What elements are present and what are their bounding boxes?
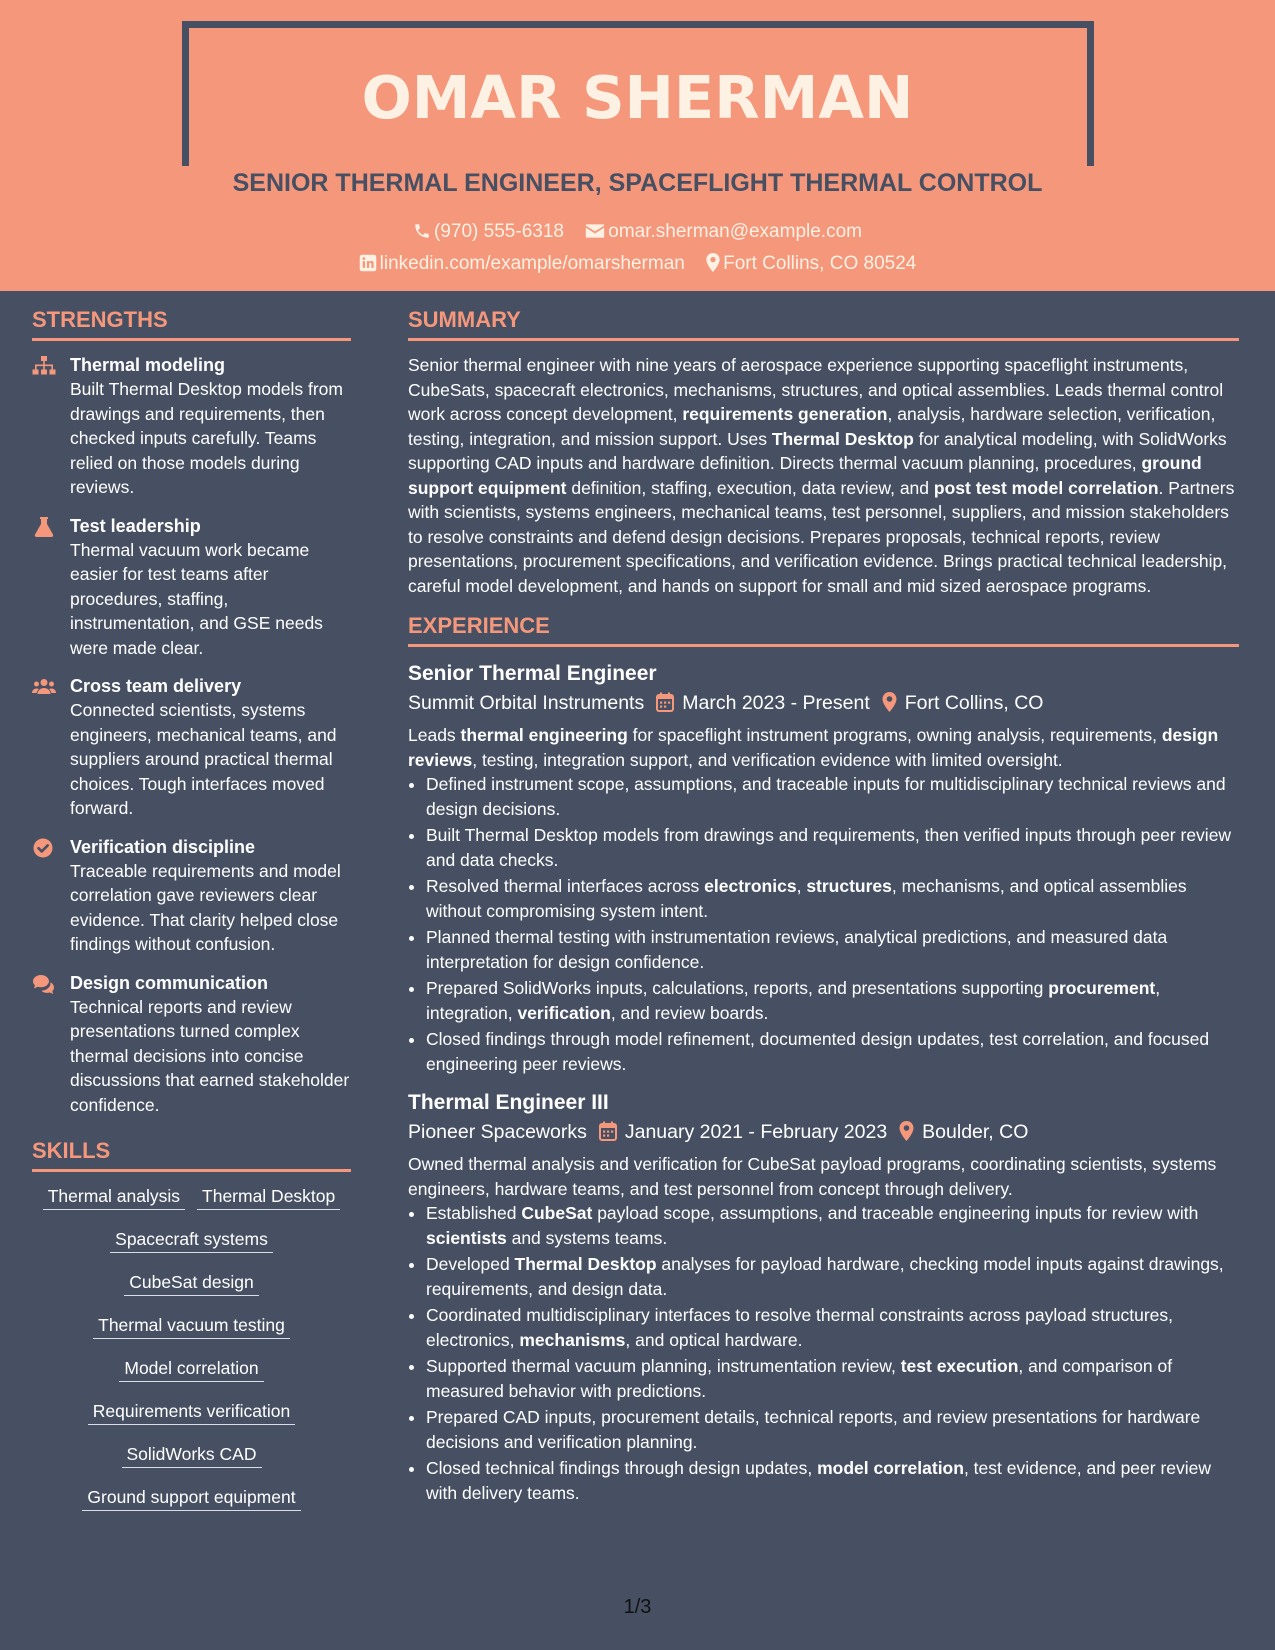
strengths-heading: STRENGTHS <box>32 306 351 341</box>
text-run: Built Thermal Desktop models from drawings and requirements, then verified inputs through peer review and data checks. <box>426 825 1232 870</box>
header-band <box>0 0 1275 291</box>
text-run: , test evidence, and peer review with delivery teams. <box>426 1458 1212 1503</box>
location-contact <box>706 251 916 277</box>
job-title: Thermal Engineer III <box>408 1091 609 1114</box>
job-location <box>882 689 1044 717</box>
skill-row <box>32 1399 351 1425</box>
skill-tag: Thermal analysis <box>43 1184 185 1210</box>
check-circle-icon <box>32 838 56 858</box>
bullet-item <box>426 925 1239 974</box>
skill-row <box>32 1270 351 1296</box>
skill-tag: Ground support equipment <box>82 1485 300 1511</box>
skill-row <box>32 1313 351 1339</box>
text-run: for analytical modeling, with SolidWorks supporting CAD inputs and hardware definition. Directs thermal vacuum planning, procedures, <box>408 428 1227 473</box>
job-title: Senior Thermal Engineer <box>408 662 657 685</box>
text-run: , and comparison of measured behavior with predictions. <box>426 1356 1173 1401</box>
email-contact[interactable] <box>585 219 862 245</box>
emphasis-text: mechanisms <box>519 1329 626 1350</box>
text-run: , analysis, hardware selection, verification, testing, integration, and mission support. Uses <box>408 404 1216 449</box>
job-meta <box>408 689 1239 717</box>
location-text: Fort Collins, CO 80524 <box>723 253 917 274</box>
location-text: Fort Collins, CO <box>904 692 1044 714</box>
skill-row <box>32 1485 351 1511</box>
summary-text <box>408 353 1239 598</box>
text-run: Defined instrument scope, assumptions, and traceable inputs for multidisciplinary technical reviews and design decisions. <box>426 774 1226 819</box>
left-column <box>32 306 351 1528</box>
contact-row-2 <box>0 251 1275 277</box>
phone-icon <box>413 222 431 240</box>
contact-row-1 <box>0 219 1275 245</box>
comments-icon <box>32 974 56 994</box>
text-run: Planned thermal testing with instrumentation reviews, analytical predictions, and measured data interpretation for design confidence. <box>426 927 1168 972</box>
skill-tag: Thermal vacuum testing <box>93 1313 290 1339</box>
experience-heading: EXPERIENCE <box>408 612 1239 647</box>
skill-tag: SolidWorks CAD <box>122 1442 262 1468</box>
page-number: 1/3 <box>623 1596 652 1618</box>
right-column <box>408 306 1239 1517</box>
strength-title: Verification discipline <box>70 836 256 857</box>
skill-row <box>32 1356 351 1382</box>
job-location <box>899 1118 1028 1146</box>
text-run: for spaceflight instrument programs, owning analysis, requirements, <box>627 725 1162 745</box>
job-entry <box>408 659 1239 1076</box>
calendar-icon <box>599 1121 617 1141</box>
emphasis-text: post test model correlation <box>933 477 1159 498</box>
skill-row <box>32 1442 351 1468</box>
emphasis-text: structures <box>806 876 892 896</box>
bullet-item <box>426 874 1239 923</box>
text-run: and systems teams. <box>506 1227 668 1248</box>
envelope-icon <box>585 222 605 240</box>
skill-tag: Spacecraft systems <box>110 1227 273 1253</box>
dates-text: March 2023 - Present <box>682 692 870 714</box>
email-text: omar.sherman@example.com <box>608 221 862 242</box>
strength-title: Test leadership <box>70 515 201 536</box>
text-run: , testing, integration support, and verification evidence with limited oversight. <box>472 749 1063 770</box>
strength-item <box>32 353 351 500</box>
headline-title: SENIOR THERMAL ENGINEER, SPACEFLIGHT THERMAL CONTROL <box>232 169 1043 197</box>
text-run: definition, staffing, execution, data review, and <box>566 477 934 498</box>
job-meta <box>408 1118 1239 1146</box>
job-dates <box>599 1118 887 1146</box>
strength-desc: Built Thermal Desktop models from drawings and requirements, then checked inputs carefully. Teams relied on those models during reviews. <box>70 379 343 497</box>
bullet-item <box>426 772 1239 821</box>
phone-contact[interactable] <box>413 219 564 245</box>
emphasis-text: Thermal Desktop <box>514 1254 657 1274</box>
bullet-item <box>426 1201 1239 1250</box>
skill-tag: Thermal Desktop <box>197 1184 340 1210</box>
text-run: , and optical hardware. <box>625 1329 803 1350</box>
map-marker-icon <box>882 692 897 712</box>
linkedin-contact[interactable] <box>359 251 685 277</box>
emphasis-text: ground support equipment <box>408 453 1202 498</box>
text-run: Coordinated multidisciplinary interfaces to resolve thermal constraints across payload structures, electronics, <box>426 1305 1173 1350</box>
job-dates <box>656 689 870 717</box>
sitemap-icon <box>32 356 56 376</box>
text-run: . Partners with scientists, systems engineers, mechanical teams, test personnel, suppliers, and mission stakeholders to resolve constraints and defend design decisions. Prepares proposals, technical reports, review presentations, procurement specifications, and verification evidence. Brings practical technical leadership, careful model development, and hands on support for small and mid sized aerospace programs. <box>408 477 1235 596</box>
candidate-name: OMAR SHERMAN <box>361 63 914 132</box>
bullet-item <box>426 1354 1239 1403</box>
text-run: Closed findings through model refinement, documented design updates, test correlation, and focused engineering peer reviews. <box>426 1029 1210 1074</box>
users-icon <box>32 677 56 697</box>
strength-item <box>32 835 351 957</box>
text-run: payload scope, assumptions, and traceable engineering inputs for review with <box>592 1203 1199 1223</box>
emphasis-text: procurement <box>1048 978 1156 998</box>
map-marker-icon <box>706 253 720 272</box>
experience-list <box>408 659 1239 1505</box>
text-run: Established <box>426 1203 522 1223</box>
summary-heading: SUMMARY <box>408 306 1239 341</box>
text-run: Closed technical findings through design updates, <box>426 1458 818 1478</box>
calendar-icon <box>656 692 674 712</box>
emphasis-text: CubeSat <box>521 1203 593 1223</box>
emphasis-text: Thermal Desktop <box>771 428 914 449</box>
strength-desc: Thermal vacuum work became easier for test teams after procedures, staffing, instrumentation, and GSE needs were made clear. <box>70 539 323 658</box>
dates-text: January 2021 - February 2023 <box>624 1121 888 1143</box>
emphasis-text: test execution <box>900 1356 1019 1376</box>
skill-row <box>32 1184 351 1210</box>
text-run: , <box>796 876 807 896</box>
text-run: Resolved thermal interfaces across <box>426 876 705 896</box>
emphasis-text: electronics <box>704 876 797 896</box>
linkedin-icon <box>359 254 377 272</box>
bullet-item <box>426 1303 1239 1352</box>
linkedin-text: linkedin.com/example/omarsherman <box>379 253 685 274</box>
emphasis-text: design reviews <box>408 725 1219 770</box>
text-run: , and review boards. <box>610 1002 769 1023</box>
text-run: Leads <box>408 725 461 745</box>
bullet-item <box>426 1456 1239 1505</box>
strength-desc: Connected scientists, systems engineers, mechanical teams, and suppliers around practical thermal choices. Tough interfaces moved forward. <box>70 700 337 818</box>
company-name: Pioneer Spaceworks <box>408 1121 587 1143</box>
job-entry <box>408 1088 1239 1505</box>
skill-row <box>32 1227 351 1253</box>
strength-title: Design communication <box>70 972 269 993</box>
strength-item <box>32 971 351 1118</box>
text-run: , integration, <box>426 978 1161 1023</box>
phone-text: (970) 555-6318 <box>434 221 564 242</box>
skill-tag: Requirements verification <box>88 1399 295 1425</box>
text-run: , mechanisms, and optical assemblies without compromising system intent. <box>426 876 1187 921</box>
emphasis-text: scientists <box>426 1227 507 1248</box>
strength-title: Cross team delivery <box>70 676 242 696</box>
strength-desc: Technical reports and review presentations turned complex thermal decisions into concise discussions that earned stakeholder confidence. <box>70 996 350 1115</box>
bullet-item <box>426 1252 1239 1301</box>
strength-item <box>32 674 351 821</box>
flask-icon <box>32 517 56 537</box>
bullet-item <box>426 1027 1239 1076</box>
job-bullets <box>408 1201 1239 1505</box>
text-run: Senior thermal engineer with nine years of aerospace experience supporting spaceflight instruments, CubeSats, spacecraft electronics, mechanisms, structures, and optical assemblies. Leads thermal control work across concept development, <box>408 355 1224 424</box>
skill-tag: CubeSat design <box>124 1270 259 1296</box>
text-run: Developed <box>426 1254 515 1274</box>
emphasis-text: model correlation <box>817 1458 964 1478</box>
text-run: Prepared SolidWorks inputs, calculations, reports, and presentations supporting <box>426 978 1049 998</box>
map-marker-icon <box>899 1121 914 1141</box>
text-run: Supported thermal vacuum planning, instrumentation review, <box>426 1356 901 1376</box>
emphasis-text: thermal engineering <box>460 725 628 745</box>
skill-tag: Model correlation <box>119 1356 263 1382</box>
strength-title: Thermal modeling <box>70 355 226 375</box>
emphasis-text: verification <box>517 1002 611 1023</box>
bullet-item <box>426 823 1239 872</box>
text-run: Prepared CAD inputs, procurement details, technical reports, and review presentations for hardware decisions and verification planning. <box>426 1407 1201 1452</box>
bullet-item <box>426 976 1239 1025</box>
bullet-item <box>426 1405 1239 1454</box>
text-run: analyses for payload hardware, checking model inputs against drawings, requirements, and design data. <box>426 1254 1224 1299</box>
skills-heading: SKILLS <box>32 1137 351 1172</box>
job-bullets <box>408 772 1239 1076</box>
job-description <box>408 1152 1239 1201</box>
strength-item <box>32 514 351 661</box>
company-name: Summit Orbital Instruments <box>408 692 645 714</box>
emphasis-text: requirements generation <box>682 404 888 424</box>
location-text: Boulder, CO <box>922 1121 1029 1143</box>
strength-desc: Traceable requirements and model correlation gave reviewers clear evidence. That clarity helped close findings without confusion. <box>70 860 341 954</box>
job-description <box>408 723 1239 772</box>
skills-list <box>32 1184 351 1511</box>
text-run: Owned thermal analysis and verification for CubeSat payload programs, coordinating scientists, systems engineers, hardware teams, and test personnel from concept through delivery. <box>408 1154 1217 1199</box>
